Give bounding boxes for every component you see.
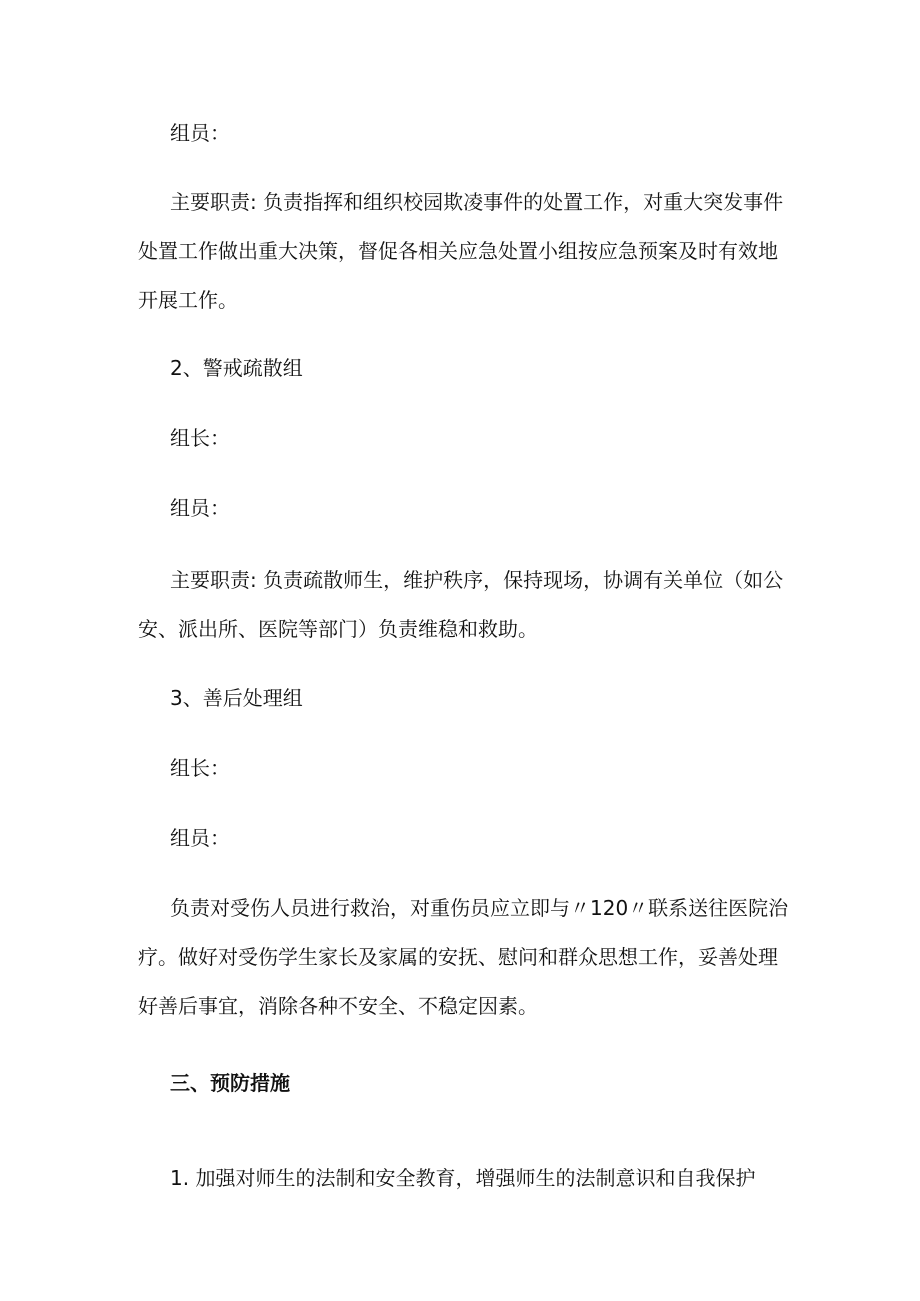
duties-paragraph-1-line-3: 开展工作。 [138,288,238,312]
section-heading-evacuation-group: 2、警戒疏散组 [170,356,303,380]
team-leader-label-2: 组长： [170,426,230,450]
duties-paragraph-1-line-2: 处置工作做出重大决策，督促各相关应急处置小组按应急预案及时有效地 [138,239,778,263]
duties-paragraph-2-line-1: 主要职责: 负责疏散师生，维护秩序，保持现场，协调有关单位（如公 [170,568,784,592]
aftermath-paragraph-line-1: 负责对受伤人员进行救治，对重伤员应立即与〃120〃联系送往医院治 [170,896,789,920]
section-heading-aftermath-group: 3、善后处理组 [170,686,303,710]
duties-paragraph-2-line-2: 安、派出所、医院等部门）负责维稳和救助。 [138,617,538,641]
team-member-label-2: 组员： [170,496,230,520]
aftermath-paragraph-line-2: 疗。做好对受伤学生家长及家属的安抚、慰问和群众思想工作，妥善处理 [138,945,778,969]
prevention-item-1-line-1: 1. 加强对师生的法制和安全教育，增强师生的法制意识和自我保护 [170,1166,756,1190]
team-member-label-3: 组员： [170,826,230,850]
team-leader-label-3: 组长： [170,756,230,780]
section-heading-prevention: 三、预防措施 [170,1071,290,1095]
duties-paragraph-1-line-1: 主要职责: 负责指挥和组织校园欺凌事件的处置工作，对重大突发事件 [170,190,784,214]
team-member-label-1: 组员： [170,121,230,145]
aftermath-paragraph-line-3: 好善后事宜，消除各种不安全、不稳定因素。 [138,994,538,1018]
